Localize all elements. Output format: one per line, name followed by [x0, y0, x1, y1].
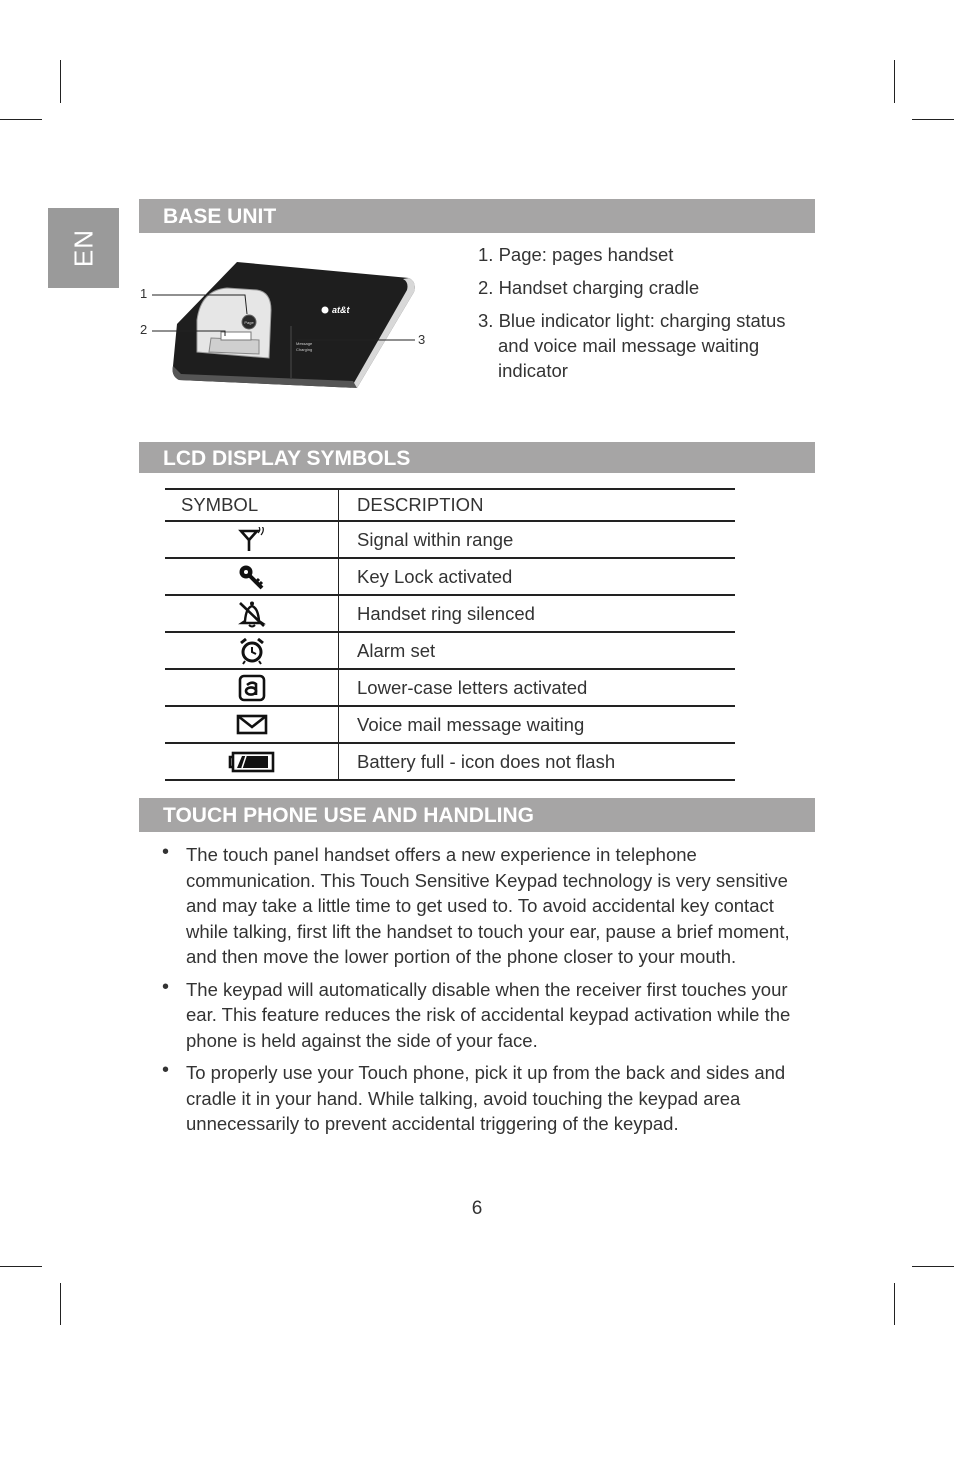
- crop-mark: [912, 119, 954, 120]
- table-row: [165, 558, 735, 595]
- bullet-icon: •: [162, 1059, 170, 1081]
- table-cell: Signal within range: [339, 521, 736, 558]
- lowercase-a-icon: [237, 674, 267, 702]
- table-row: [165, 706, 735, 743]
- section-header-lcd-symbols: LCD DISPLAY SYMBOLS: [139, 442, 815, 473]
- bullet-text: The touch panel handset offers a new experience in telephone communication. This Touch Sensitive Keypad technology is very sensitive and may take a little time to get used to. To avoid accidental key contact while talking, first lift the handset to touch your ear, pause a brief moment, and then move the lower portion of the phone closer to your mouth.: [186, 844, 790, 967]
- callout-1: 1: [140, 286, 148, 301]
- crop-mark: [0, 119, 42, 120]
- callout-2: 2: [140, 322, 148, 337]
- indicator-label-message: Message: [296, 341, 313, 346]
- bullet-text: The keypad will automatically disable when the receiver first touches your ear. This feature reduces the risk of accidental keypad activation while the phone is held against the side of your face.: [186, 978, 791, 1051]
- table-row: [165, 632, 735, 669]
- table-cell: Handset ring silenced: [339, 595, 736, 632]
- list-item: 2. Handset charging cradle: [478, 277, 700, 298]
- list-item: 3. Blue indicator light: charging status and voice mail message waiting indicator: [478, 310, 786, 381]
- table-row: [165, 669, 735, 706]
- base-unit-image: [139, 248, 439, 398]
- table-cell: Battery full - icon does not flash: [339, 743, 736, 780]
- column-header-symbol: SYMBOL: [165, 489, 339, 521]
- list-item: [160, 842, 800, 970]
- touch-phone-bullets: [160, 842, 800, 1144]
- section-header-base-unit: BASE UNIT: [139, 199, 815, 233]
- list-item: [160, 1060, 800, 1137]
- signal-icon: [237, 527, 267, 553]
- page-number: 6: [471, 1198, 483, 1219]
- bullet-icon: •: [162, 975, 170, 998]
- table-cell: Key Lock activated: [339, 558, 736, 595]
- crop-mark: [894, 60, 895, 103]
- table-cell: Lower-case letters activated: [339, 669, 736, 706]
- crop-mark: [60, 1283, 61, 1325]
- lcd-symbols-table: [165, 488, 735, 781]
- bullet-icon: •: [162, 841, 170, 863]
- crop-mark: [912, 1266, 954, 1267]
- callout-3: 3: [418, 332, 426, 347]
- indicator-label-charging: Charging: [296, 347, 313, 352]
- base-unit-illustration: [139, 248, 439, 398]
- battery-full-icon: [228, 751, 276, 773]
- table-cell: Alarm set: [339, 632, 736, 669]
- table-row: [165, 743, 735, 780]
- list-item: 1. Page: pages handset: [478, 244, 674, 265]
- page-button-text: Page: [244, 320, 254, 325]
- alarm-clock-icon: [237, 637, 267, 665]
- column-header-description: DESCRIPTION: [339, 489, 736, 521]
- table-cell: Voice mail message waiting: [339, 706, 736, 743]
- base-unit-parts-list: [478, 242, 798, 391]
- brand-logo-text: at&t: [332, 305, 350, 315]
- bell-silenced-icon: [237, 600, 267, 628]
- table-row: [165, 521, 735, 558]
- table-header-row: [165, 489, 735, 521]
- crop-mark: [60, 60, 61, 103]
- language-tab: [48, 208, 119, 288]
- envelope-icon: [236, 713, 268, 737]
- bullet-text: To properly use your Touch phone, pick it up from the back and sides and cradle it in your hand. While talking, avoid touching the keypad area unnecessarily to prevent accidental triggering of the keypad.: [186, 1062, 786, 1134]
- crop-mark: [0, 1266, 42, 1267]
- list-item: [160, 977, 800, 1054]
- crop-mark: [894, 1283, 895, 1325]
- language-tab-label: EN: [68, 228, 98, 268]
- section-header-touch-phone: TOUCH PHONE USE AND HANDLING: [139, 798, 815, 832]
- table-row: [165, 595, 735, 632]
- key-icon: [237, 564, 267, 590]
